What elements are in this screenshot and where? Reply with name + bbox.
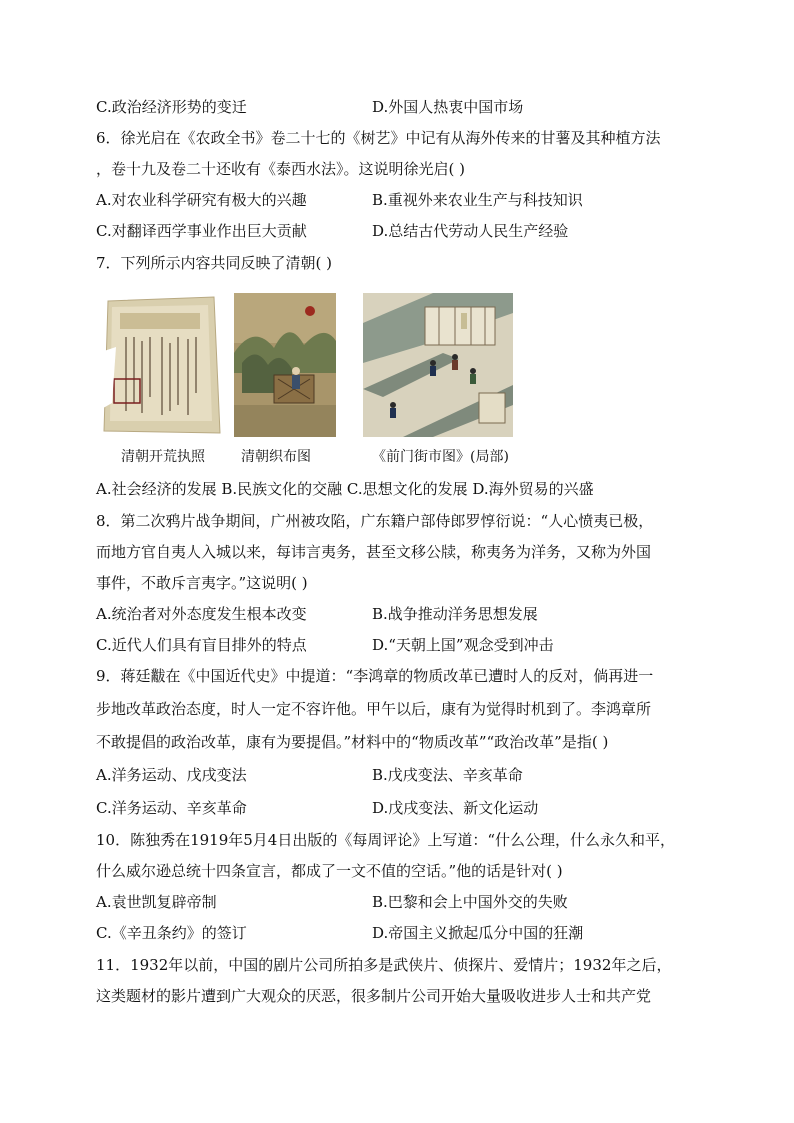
q8-stem-line-1: 8．第二次鸦片战争期间，广州被攻陷，广东籍户部侍郎罗惇衍说：“人心愤夷已极， — [96, 512, 654, 530]
q5-option-c: C.政治经济形势的变迁 — [96, 98, 247, 116]
q8-stem-line-3: 事件，不敢斥言夷字。”这说明( ) — [96, 574, 308, 592]
q9-option-d: D.戊戌变法、新文化运动 — [372, 799, 539, 817]
q10-stem-line-2: 什么威尔逊总统十四条宣言，都成了一文不值的空话。”他的话是针对( ) — [96, 862, 563, 880]
q9-stem-line-1: 9．蒋廷黻在《中国近代史》中提道：“李鸿章的物质改革已遭时人的反对，倘再进一 — [96, 667, 654, 685]
weaving-painting-image — [234, 293, 336, 437]
q10-stem-line-1: 10．陈独秀在1919年5月4日出版的《每周评论》上写道：“什么公理，什么永久和平， — [96, 831, 676, 849]
q6-option-c: C.对翻译西学事业作出巨大贡献 — [96, 222, 307, 240]
q8-option-a: A.统治者对外态度发生根本改变 — [96, 605, 307, 623]
q6-stem-line-1: 6．徐光启在《农政全书》卷二十七的《树艺》中记有从海外传来的甘薯及其种植方法 — [96, 129, 661, 147]
land-permit-image — [98, 293, 224, 437]
q10-option-d: D.帝国主义掀起瓜分中国的狂潮 — [372, 924, 584, 942]
q11-stem-line-1: 11．1932年以前，中国的剧片公司所拍多是武侠片、侦探片、爱情片；1932年之后， — [96, 956, 672, 974]
q10-option-b: B.巴黎和会上中国外交的失败 — [372, 893, 568, 911]
q9-stem-line-3: 不敢提倡的政治改革，康有为要提倡。”材料中的“物质改革”“政治改革”是指( ) — [96, 733, 609, 751]
q9-option-a: A.洋务运动、戊戌变法 — [96, 766, 247, 784]
caption-qianmen-street: 《前门街市图》(局部) — [372, 449, 509, 465]
caption-land-permit: 清朝开荒执照 — [121, 449, 205, 465]
qianmen-street-image — [363, 293, 513, 437]
q11-stem-line-2: 这类题材的影片遭到广大观众的厌恶，很多制片公司开始大量吸收进步人士和共产党 — [96, 987, 652, 1005]
q8-option-b: B.战争推动洋务思想发展 — [372, 605, 538, 623]
q9-option-c: C.洋务运动、辛亥革命 — [96, 799, 247, 817]
q8-option-d: D.“天朝上国”观念受到冲击 — [372, 636, 554, 654]
q9-stem-line-2: 步地改革政治态度，时人一定不容许他。甲午以后，康有为觉得时机到了。李鸿章所 — [96, 700, 652, 718]
q10-option-a: A.袁世凯复辟帝制 — [96, 893, 217, 911]
q7-options: A.社会经济的发展 B.民族文化的交融 C.思想文化的发展 D.海外贸易的兴盛 — [96, 480, 594, 498]
caption-weaving-painting: 清朝织布图 — [241, 449, 311, 465]
q5-option-d: D.外国人热衷中国市场 — [372, 98, 524, 116]
q6-option-b: B.重视外来农业生产与科技知识 — [372, 191, 583, 209]
q8-option-c: C.近代人们具有盲目排外的特点 — [96, 636, 307, 654]
q6-stem-line-2: ，卷十九及卷二十还收有《泰西水法》。这说明徐光启( ) — [96, 160, 465, 178]
q8-stem-line-2: 而地方官自夷人入城以来，每讳言夷务，甚至文移公牍，称夷务为洋务，又称为外国 — [96, 543, 652, 561]
q10-option-c: C.《辛丑条约》的签订 — [96, 924, 247, 942]
q6-option-d: D.总结古代劳动人民生产经验 — [372, 222, 569, 240]
q6-option-a: A.对农业科学研究有极大的兴趣 — [96, 191, 307, 209]
q7-stem: 7．下列所示内容共同反映了清朝( ) — [96, 254, 333, 272]
q9-option-b: B.戊戌变法、辛亥革命 — [372, 766, 523, 784]
